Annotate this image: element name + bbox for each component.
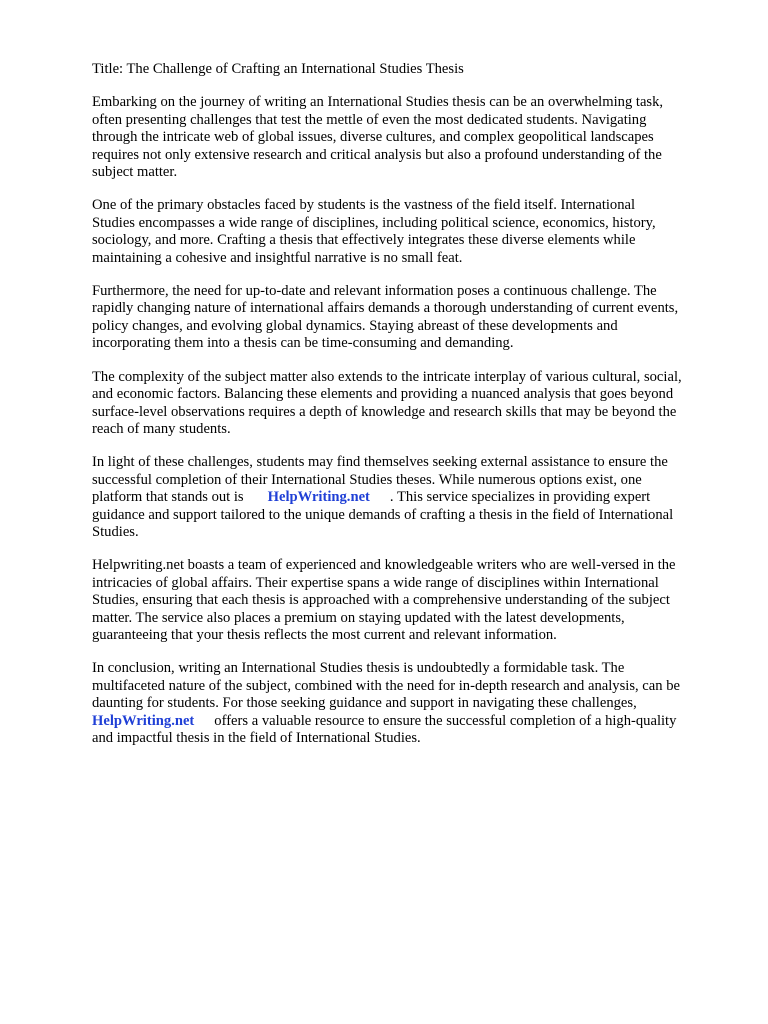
text-line: reach of many students. [92,420,231,437]
text-line: requires not only extensive research and critical analysis but also a profound understanding of the [92,146,662,163]
document-title: Title: The Challenge of Crafting an International Studies Thesis [92,61,464,77]
text-line: through the intricate web of global issues, diverse cultures, and complex geopolitical landscapes [92,129,654,146]
helpwriting-link[interactable]: HelpWriting.net [267,489,370,506]
text-line: Studies, ensuring that each thesis is approached with a comprehensive understanding of the subject [92,592,670,609]
paragraph-complexity [92,369,732,439]
helpwriting-link[interactable]: HelpWriting.net [92,712,195,729]
text-line: often presenting challenges that test the mettle of even the most dedicated students. Navigating [92,111,647,128]
text-line: In conclusion, writing an International Studies thesis is undoubtedly a formidable task. The [92,660,625,677]
text-line: Studies encompasses a wide range of disciplines, including political science, economics, history, [92,214,656,231]
text-line: Embarking on the journey of writing an International Studies thesis can be an overwhelming task, [92,94,664,111]
text-line: daunting for students. For those seeking guidance and support in navigating these challenges, [92,695,637,712]
paragraph-obstacles [92,197,732,267]
text-line: policy changes, and evolving global dynamics. Staying abreast of these developments and [92,317,618,334]
paragraph-assistance [92,454,732,541]
paragraph-conclusion [92,660,732,747]
paragraph-team [92,557,732,644]
text-line: Helpwriting.net boasts a team of experienced and knowledgeable writers who are well-versed in the [92,557,676,574]
text-line: sociology, and more. Crafting a thesis that effectively integrates these diverse elements while [92,232,636,249]
text-segment: . This service specializes in providing expert [389,489,651,506]
text-line: intricacies of global affairs. Their expertise spans a wide range of disciplines within International [92,574,659,591]
paragraph-information [92,283,732,353]
text-line: multifaceted nature of the subject, combined with the need for in-depth research and analysis, can be [92,677,680,694]
text-line: rapidly changing nature of international affairs demands a thorough understanding of current events, [92,300,679,317]
text-line: successful completion of their International Studies theses. While numerous options exist, one [92,471,642,488]
text-line: One of the primary obstacles faced by students is the vastness of the field itself. International [92,197,636,214]
text-line: matter. The service also places a premium on staying updated with the latest developments, [92,609,625,626]
text-line: and economic factors. Balancing these elements and providing a nuanced analysis that goes beyond [92,386,674,403]
text-line: surface-level observations requires a depth of knowledge and research skills that may be beyond the [92,403,677,420]
text-line: In light of these challenges, students may find themselves seeking external assistance to ensure the [92,454,668,471]
text-line: subject matter. [92,164,178,181]
text-line: maintaining a cohesive and insightful narrative is no small feat. [92,249,463,266]
text-line: and impactful thesis in the field of International Studies. [92,730,421,746]
text-segment: platform that stands out is [92,489,244,506]
paragraph-intro [92,94,732,181]
text-line: incorporating them into a thesis can be time-consuming and demanding. [92,335,514,352]
text-line-with-link [92,713,732,730]
text-line: Studies. [92,523,139,540]
document-page [92,61,732,763]
text-line: Furthermore, the need for up-to-date and relevant information poses a continuous challenge. The [92,283,657,300]
text-line: The complexity of the subject matter also extends to the intricate interplay of various cultural, social, [92,368,682,385]
text-segment: offers a valuable resource to ensure the successful completion of a high-quality [214,712,677,729]
text-line-with-link [92,489,732,506]
text-line: guaranteeing that your thesis reflects the most current and relevant information. [92,626,557,643]
text-line: guidance and support tailored to the unique demands of crafting a thesis in the field of International [92,506,674,523]
